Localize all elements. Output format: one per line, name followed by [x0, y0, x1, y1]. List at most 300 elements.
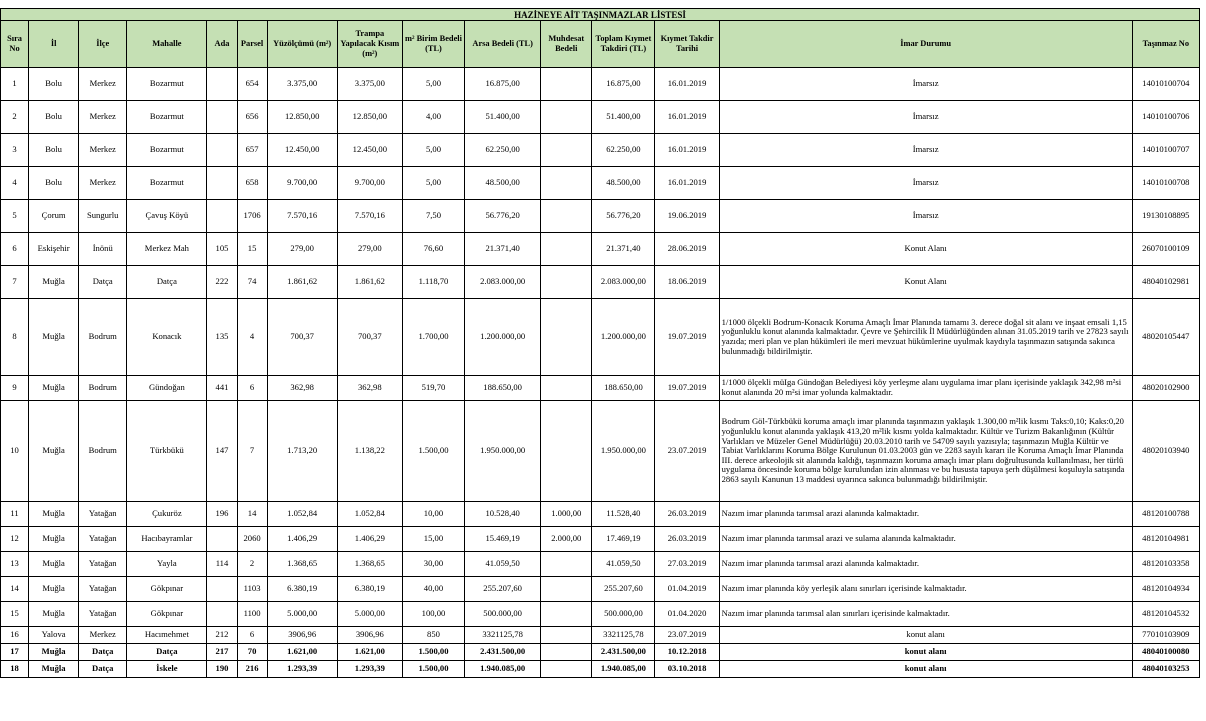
cell-imar: 1/1000 ölçekli müIga Gündoğan Belediyesi köy yerleşme alanı uygulama imar planı içerisinde yaklaşık 342,98 m²si konut alanında 20 m²si imar yolunda kalmaktadır.: [719, 376, 1132, 401]
cell-arsa: 21.371,40: [465, 233, 541, 266]
cell-ilce: Yatağan: [79, 527, 127, 552]
cell-tarih: 27.03.2019: [655, 552, 719, 577]
cell-ilce: Merkez: [79, 167, 127, 200]
cell-toplam: 1.200.000,00: [592, 299, 655, 376]
cell-sira: 2: [1, 101, 29, 134]
cell-ada: [207, 200, 237, 233]
cell-ilce: Merkez: [79, 134, 127, 167]
header-tasinmaz-no: Taşınmaz No: [1132, 21, 1199, 68]
cell-ada: 147: [207, 401, 237, 502]
cell-ilce: Yatağan: [79, 502, 127, 527]
cell-arsa: 2.083.000,00: [465, 266, 541, 299]
cell-ada: [207, 134, 237, 167]
cell-tarih: 26.03.2019: [655, 527, 719, 552]
cell-trampa: 1.138,22: [337, 401, 402, 502]
cell-imar: konut alanı: [719, 627, 1132, 644]
cell-muhdesat: [541, 134, 592, 167]
cell-yuzolcumu: 1.713,20: [267, 401, 337, 502]
cell-yuzolcumu: 12.450,00: [267, 134, 337, 167]
cell-parsel: 658: [237, 167, 267, 200]
cell-parsel: 15: [237, 233, 267, 266]
header-il: İl: [29, 21, 79, 68]
table-body: [1, 68, 1200, 678]
cell-ada: [207, 527, 237, 552]
document-page: [0, 8, 1200, 678]
cell-ilce: Bodrum: [79, 299, 127, 376]
cell-m2-birim: 1.500,00: [402, 661, 464, 678]
cell-il: Muğla: [29, 299, 79, 376]
cell-ada: [207, 68, 237, 101]
cell-tasinmaz-no: 48120104532: [1132, 602, 1199, 627]
cell-ilce: Bodrum: [79, 401, 127, 502]
cell-yuzolcumu: 1.293,39: [267, 661, 337, 678]
table-row: [1, 552, 1200, 577]
cell-sira: 17: [1, 644, 29, 661]
cell-parsel: 656: [237, 101, 267, 134]
cell-muhdesat: [541, 167, 592, 200]
cell-yuzolcumu: 9.700,00: [267, 167, 337, 200]
table-row: [1, 401, 1200, 502]
cell-toplam: 62.250,00: [592, 134, 655, 167]
cell-tarih: 19.07.2019: [655, 376, 719, 401]
cell-mahalle: Datça: [127, 644, 207, 661]
header-muhdesat: Muhdesat Bedeli: [541, 21, 592, 68]
cell-imar: Bodrum Göl-Türkbükü koruma amaçlı imar planında taşınmazın yaklaşık 1.300,00 m²lik kısmı Taks:0,10; Kaks:0,20 yoğunluklu konut alanında yaklaşık 413,20 m²lik kısmı yolda kalmaktadır. Kültür ve Turizm Bakanlığının (Kültür Varlıkları ve Müzeler Genel Müdürlüğü) 20.03.2010 tarih ve 54709 sayılı yazısıyla; taşınmazın Muğla Kültür ve Tabiat Varlıklarını Koruma Bölge Kurulunun 01.03.2003 gün ve 2283 sayılı kararı ile Koruma Amaçlı İmar Planında III. derece arkeolojik sit alanında kaldığı, taşınmazın koruma amaçlı imar planı doğrultusunda kullanılması, her türlü uygulama öncesinde koruma bölge kurulundan izin alınması ve bu hususta tapuya şerh düşülmesi koşuluyla satışında 2863 sayılı Kanunun 13 maddesi uyarınca sakınca bulunmadığı bildirilmiştir.: [719, 401, 1132, 502]
cell-tarih: 16.01.2019: [655, 167, 719, 200]
cell-tasinmaz-no: 48040100080: [1132, 644, 1199, 661]
cell-parsel: 1706: [237, 200, 267, 233]
cell-mahalle: Gündoğan: [127, 376, 207, 401]
cell-il: Muğla: [29, 266, 79, 299]
cell-sira: 10: [1, 401, 29, 502]
cell-imar: Nazım imar planında tarımsal alan sınırları içerisinde kalmaktadır.: [719, 602, 1132, 627]
cell-ilce: Yatağan: [79, 552, 127, 577]
cell-mahalle: Bozarmut: [127, 101, 207, 134]
cell-trampa: 1.368,65: [337, 552, 402, 577]
cell-yuzolcumu: 700,37: [267, 299, 337, 376]
cell-m2-birim: 40,00: [402, 577, 464, 602]
cell-m2-birim: 76,60: [402, 233, 464, 266]
cell-toplam: 188.650,00: [592, 376, 655, 401]
header-ada: Ada: [207, 21, 237, 68]
cell-mahalle: Gökpınar: [127, 602, 207, 627]
cell-tarih: 19.06.2019: [655, 200, 719, 233]
cell-parsel: 6: [237, 376, 267, 401]
header-mahalle: Mahalle: [127, 21, 207, 68]
cell-tasinmaz-no: 14010100704: [1132, 68, 1199, 101]
cell-toplam: 51.400,00: [592, 101, 655, 134]
cell-arsa: 1.200.000,00: [465, 299, 541, 376]
cell-sira: 13: [1, 552, 29, 577]
table-row: [1, 134, 1200, 167]
cell-muhdesat: [541, 101, 592, 134]
cell-mahalle: Konacık: [127, 299, 207, 376]
cell-muhdesat: [541, 627, 592, 644]
cell-tasinmaz-no: 19130108895: [1132, 200, 1199, 233]
cell-sira: 12: [1, 527, 29, 552]
cell-tarih: 16.01.2019: [655, 134, 719, 167]
cell-ilce: Merkez: [79, 101, 127, 134]
cell-mahalle: Hacımehmet: [127, 627, 207, 644]
cell-yuzolcumu: 5.000,00: [267, 602, 337, 627]
cell-tasinmaz-no: 48020102900: [1132, 376, 1199, 401]
cell-yuzolcumu: 12.850,00: [267, 101, 337, 134]
cell-arsa: 16.875,00: [465, 68, 541, 101]
table-row: [1, 233, 1200, 266]
table-row: [1, 299, 1200, 376]
cell-tasinmaz-no: 48120103358: [1132, 552, 1199, 577]
header-takdir-tarihi: Kıymet Takdir Tarihi: [655, 21, 719, 68]
cell-muhdesat: 2.000,00: [541, 527, 592, 552]
cell-ilce: Datça: [79, 266, 127, 299]
cell-trampa: 6.380,19: [337, 577, 402, 602]
cell-ada: 105: [207, 233, 237, 266]
cell-mahalle: Yayla: [127, 552, 207, 577]
cell-ilce: Datça: [79, 661, 127, 678]
cell-yuzolcumu: 362,98: [267, 376, 337, 401]
cell-imar: İmarsız: [719, 167, 1132, 200]
cell-il: Muğla: [29, 552, 79, 577]
cell-parsel: 2: [237, 552, 267, 577]
cell-imar: Nazım imar planında köy yerleşik alanı sınırları içerisinde kalmaktadır.: [719, 577, 1132, 602]
cell-ada: 190: [207, 661, 237, 678]
cell-toplam: 3321125,78: [592, 627, 655, 644]
cell-imar: İmarsız: [719, 200, 1132, 233]
table-row: [1, 602, 1200, 627]
cell-toplam: 56.776,20: [592, 200, 655, 233]
cell-il: Bolu: [29, 101, 79, 134]
cell-muhdesat: [541, 661, 592, 678]
cell-m2-birim: 1.500,00: [402, 644, 464, 661]
cell-imar: Konut Alanı: [719, 266, 1132, 299]
table-row: [1, 167, 1200, 200]
cell-parsel: 4: [237, 299, 267, 376]
cell-trampa: 12.850,00: [337, 101, 402, 134]
cell-tarih: 23.07.2019: [655, 627, 719, 644]
cell-il: Bolu: [29, 167, 79, 200]
cell-mahalle: İskele: [127, 661, 207, 678]
cell-ilce: Merkez: [79, 68, 127, 101]
cell-toplam: 21.371,40: [592, 233, 655, 266]
cell-tarih: 19.07.2019: [655, 299, 719, 376]
cell-tasinmaz-no: 48120104934: [1132, 577, 1199, 602]
cell-parsel: 654: [237, 68, 267, 101]
cell-arsa: 62.250,00: [465, 134, 541, 167]
cell-il: Muğla: [29, 401, 79, 502]
cell-muhdesat: [541, 401, 592, 502]
cell-sira: 16: [1, 627, 29, 644]
cell-m2-birim: 5,00: [402, 68, 464, 101]
cell-arsa: 1.940.085,00: [465, 661, 541, 678]
cell-tasinmaz-no: 14010100707: [1132, 134, 1199, 167]
table-row: [1, 577, 1200, 602]
cell-tarih: 16.01.2019: [655, 68, 719, 101]
cell-ada: 196: [207, 502, 237, 527]
cell-tasinmaz-no: 26070100109: [1132, 233, 1199, 266]
cell-trampa: 5.000,00: [337, 602, 402, 627]
cell-ada: 441: [207, 376, 237, 401]
cell-yuzolcumu: 3.375,00: [267, 68, 337, 101]
cell-sira: 6: [1, 233, 29, 266]
cell-il: Eskişehir: [29, 233, 79, 266]
cell-yuzolcumu: 3906,96: [267, 627, 337, 644]
cell-m2-birim: 4,00: [402, 101, 464, 134]
cell-il: Bolu: [29, 134, 79, 167]
cell-toplam: 2.083.000,00: [592, 266, 655, 299]
cell-toplam: 11.528,40: [592, 502, 655, 527]
cell-tasinmaz-no: 48040102981: [1132, 266, 1199, 299]
table-row: [1, 101, 1200, 134]
cell-ilce: Yatağan: [79, 602, 127, 627]
cell-m2-birim: 10,00: [402, 502, 464, 527]
cell-m2-birim: 1.118,70: [402, 266, 464, 299]
cell-arsa: 500.000,00: [465, 602, 541, 627]
table-row: [1, 627, 1200, 644]
cell-yuzolcumu: 1.621,00: [267, 644, 337, 661]
cell-tasinmaz-no: 77010103909: [1132, 627, 1199, 644]
property-table: [0, 8, 1200, 678]
cell-sira: 7: [1, 266, 29, 299]
header-toplam: Toplam Kıymet Takdiri (TL): [592, 21, 655, 68]
cell-trampa: 362,98: [337, 376, 402, 401]
table-row: [1, 376, 1200, 401]
cell-tasinmaz-no: 48120104981: [1132, 527, 1199, 552]
cell-arsa: 2.431.500,00: [465, 644, 541, 661]
cell-parsel: 657: [237, 134, 267, 167]
cell-muhdesat: [541, 602, 592, 627]
cell-toplam: 500.000,00: [592, 602, 655, 627]
cell-imar: Nazım imar planında tarımsal arazi alanında kalmaktadır.: [719, 552, 1132, 577]
header-yuzolcumu: Yüzölçümü (m²): [267, 21, 337, 68]
cell-parsel: 2060: [237, 527, 267, 552]
cell-m2-birim: 850: [402, 627, 464, 644]
cell-il: Muğla: [29, 644, 79, 661]
cell-il: Bolu: [29, 68, 79, 101]
cell-mahalle: Çukuröz: [127, 502, 207, 527]
cell-imar: konut alanı: [719, 644, 1132, 661]
cell-m2-birim: 1.700,00: [402, 299, 464, 376]
cell-arsa: 1.950.000,00: [465, 401, 541, 502]
cell-arsa: 188.650,00: [465, 376, 541, 401]
cell-arsa: 51.400,00: [465, 101, 541, 134]
cell-il: Muğla: [29, 661, 79, 678]
cell-trampa: 1.861,62: [337, 266, 402, 299]
cell-imar: İmarsız: [719, 101, 1132, 134]
cell-m2-birim: 100,00: [402, 602, 464, 627]
cell-tarih: 01.04.2020: [655, 602, 719, 627]
cell-trampa: 1.406,29: [337, 527, 402, 552]
cell-imar: Nazım imar planında tarımsal arazi alanında kalmaktadır.: [719, 502, 1132, 527]
cell-ada: 217: [207, 644, 237, 661]
cell-m2-birim: 15,00: [402, 527, 464, 552]
cell-yuzolcumu: 1.406,29: [267, 527, 337, 552]
cell-tarih: 01.04.2019: [655, 577, 719, 602]
header-sira: Sıra No: [1, 21, 29, 68]
cell-mahalle: Bozarmut: [127, 167, 207, 200]
cell-yuzolcumu: 1.368,65: [267, 552, 337, 577]
cell-arsa: 15.469,19: [465, 527, 541, 552]
cell-m2-birim: 519,70: [402, 376, 464, 401]
cell-arsa: 56.776,20: [465, 200, 541, 233]
cell-ada: 135: [207, 299, 237, 376]
cell-sira: 11: [1, 502, 29, 527]
cell-ada: 212: [207, 627, 237, 644]
cell-ada: [207, 577, 237, 602]
cell-il: Muğla: [29, 376, 79, 401]
table-row: [1, 661, 1200, 678]
cell-arsa: 255.207,60: [465, 577, 541, 602]
cell-yuzolcumu: 1.052,84: [267, 502, 337, 527]
cell-mahalle: Türkbükü: [127, 401, 207, 502]
cell-yuzolcumu: 279,00: [267, 233, 337, 266]
cell-trampa: 1.052,84: [337, 502, 402, 527]
cell-arsa: 41.059,50: [465, 552, 541, 577]
cell-ada: [207, 167, 237, 200]
cell-tarih: 23.07.2019: [655, 401, 719, 502]
cell-tasinmaz-no: 48020105447: [1132, 299, 1199, 376]
cell-mahalle: Hacıbayramlar: [127, 527, 207, 552]
cell-ada: 114: [207, 552, 237, 577]
cell-sira: 9: [1, 376, 29, 401]
cell-toplam: 1.950.000,00: [592, 401, 655, 502]
cell-parsel: 14: [237, 502, 267, 527]
header-arsa: Arsa Bedeli (TL): [465, 21, 541, 68]
table-row: [1, 200, 1200, 233]
cell-imar: Konut Alanı: [719, 233, 1132, 266]
cell-ilce: Bodrum: [79, 376, 127, 401]
cell-il: Yalova: [29, 627, 79, 644]
cell-sira: 8: [1, 299, 29, 376]
cell-mahalle: Datça: [127, 266, 207, 299]
header-parsel: Parsel: [237, 21, 267, 68]
cell-sira: 15: [1, 602, 29, 627]
header-ilce: İlçe: [79, 21, 127, 68]
cell-trampa: 3906,96: [337, 627, 402, 644]
cell-trampa: 279,00: [337, 233, 402, 266]
cell-muhdesat: [541, 266, 592, 299]
cell-toplam: 17.469,19: [592, 527, 655, 552]
cell-tarih: 28.06.2019: [655, 233, 719, 266]
cell-toplam: 2.431.500,00: [592, 644, 655, 661]
cell-trampa: 7.570,16: [337, 200, 402, 233]
cell-tarih: 16.01.2019: [655, 101, 719, 134]
cell-yuzolcumu: 7.570,16: [267, 200, 337, 233]
cell-imar: Nazım imar planında tarımsal arazi ve sulama alanında kalmaktadır.: [719, 527, 1132, 552]
cell-il: Çorum: [29, 200, 79, 233]
cell-imar: konut alanı: [719, 661, 1132, 678]
cell-m2-birim: 30,00: [402, 552, 464, 577]
cell-mahalle: Gökpınar: [127, 577, 207, 602]
cell-toplam: 16.875,00: [592, 68, 655, 101]
cell-imar: 1/1000 ölçekli Bodrum-Konacık Koruma Amaçlı İmar Planında tamamı 3. derece doğal sit alanı ve inşaat emsali 1,15 yoğunluklu konut alanında kalmaktadır. Çevre ve Şehircilik İl Müdürlüğünden alınan 31.05.2019 tarih ve 27823 sayılı yazıda; meri plan ve plan hükümleri ile meri mevzuat hükümlerine uyulmak kaydıyla taşınmazın satışında sakınca bulunmadığı bildirilmiştir.: [719, 299, 1132, 376]
cell-parsel: 1100: [237, 602, 267, 627]
cell-tarih: 18.06.2019: [655, 266, 719, 299]
cell-yuzolcumu: 1.861,62: [267, 266, 337, 299]
cell-il: Muğla: [29, 527, 79, 552]
cell-parsel: 216: [237, 661, 267, 678]
cell-ada: 222: [207, 266, 237, 299]
cell-tasinmaz-no: 48120100788: [1132, 502, 1199, 527]
cell-tarih: 03.10.2018: [655, 661, 719, 678]
cell-tarih: 26.03.2019: [655, 502, 719, 527]
cell-sira: 4: [1, 167, 29, 200]
table-row: [1, 266, 1200, 299]
cell-tasinmaz-no: 14010100708: [1132, 167, 1199, 200]
cell-muhdesat: [541, 376, 592, 401]
cell-toplam: 48.500,00: [592, 167, 655, 200]
cell-toplam: 255.207,60: [592, 577, 655, 602]
cell-parsel: 1103: [237, 577, 267, 602]
header-trampa: Trampa Yapılacak Kısım (m²): [337, 21, 402, 68]
cell-arsa: 48.500,00: [465, 167, 541, 200]
cell-trampa: 9.700,00: [337, 167, 402, 200]
cell-arsa: 3321125,78: [465, 627, 541, 644]
table-row: [1, 68, 1200, 101]
cell-sira: 18: [1, 661, 29, 678]
cell-muhdesat: 1.000,00: [541, 502, 592, 527]
cell-ada: [207, 101, 237, 134]
cell-sira: 14: [1, 577, 29, 602]
cell-il: Muğla: [29, 602, 79, 627]
cell-parsel: 7: [237, 401, 267, 502]
cell-m2-birim: 5,00: [402, 134, 464, 167]
cell-mahalle: Merkez Mah: [127, 233, 207, 266]
header-imar: İmar Durumu: [719, 21, 1132, 68]
table-row: [1, 527, 1200, 552]
cell-muhdesat: [541, 577, 592, 602]
cell-tasinmaz-no: 48040103253: [1132, 661, 1199, 678]
cell-il: Muğla: [29, 577, 79, 602]
cell-muhdesat: [541, 200, 592, 233]
cell-sira: 3: [1, 134, 29, 167]
cell-sira: 5: [1, 200, 29, 233]
cell-m2-birim: 7,50: [402, 200, 464, 233]
header-m2-birim: m² Birim Bedeli (TL): [402, 21, 464, 68]
cell-ilce: Merkez: [79, 627, 127, 644]
cell-trampa: 1.293,39: [337, 661, 402, 678]
cell-toplam: 1.940.085,00: [592, 661, 655, 678]
cell-trampa: 12.450,00: [337, 134, 402, 167]
cell-mahalle: Bozarmut: [127, 68, 207, 101]
cell-tasinmaz-no: 14010100706: [1132, 101, 1199, 134]
cell-arsa: 10.528,40: [465, 502, 541, 527]
table-row: [1, 644, 1200, 661]
cell-il: Muğla: [29, 502, 79, 527]
table-row: [1, 502, 1200, 527]
cell-ilce: Yatağan: [79, 577, 127, 602]
cell-imar: İmarsız: [719, 68, 1132, 101]
cell-ilce: İnönü: [79, 233, 127, 266]
cell-yuzolcumu: 6.380,19: [267, 577, 337, 602]
cell-muhdesat: [541, 233, 592, 266]
cell-m2-birim: 5,00: [402, 167, 464, 200]
cell-trampa: 1.621,00: [337, 644, 402, 661]
cell-toplam: 41.059,50: [592, 552, 655, 577]
cell-mahalle: Çavuş Köyü: [127, 200, 207, 233]
cell-tasinmaz-no: 48020103940: [1132, 401, 1199, 502]
cell-trampa: 700,37: [337, 299, 402, 376]
cell-ilce: Datça: [79, 644, 127, 661]
cell-tarih: 10.12.2018: [655, 644, 719, 661]
cell-parsel: 70: [237, 644, 267, 661]
cell-mahalle: Bozarmut: [127, 134, 207, 167]
cell-parsel: 74: [237, 266, 267, 299]
cell-imar: İmarsız: [719, 134, 1132, 167]
cell-muhdesat: [541, 68, 592, 101]
cell-sira: 1: [1, 68, 29, 101]
cell-muhdesat: [541, 299, 592, 376]
cell-muhdesat: [541, 644, 592, 661]
